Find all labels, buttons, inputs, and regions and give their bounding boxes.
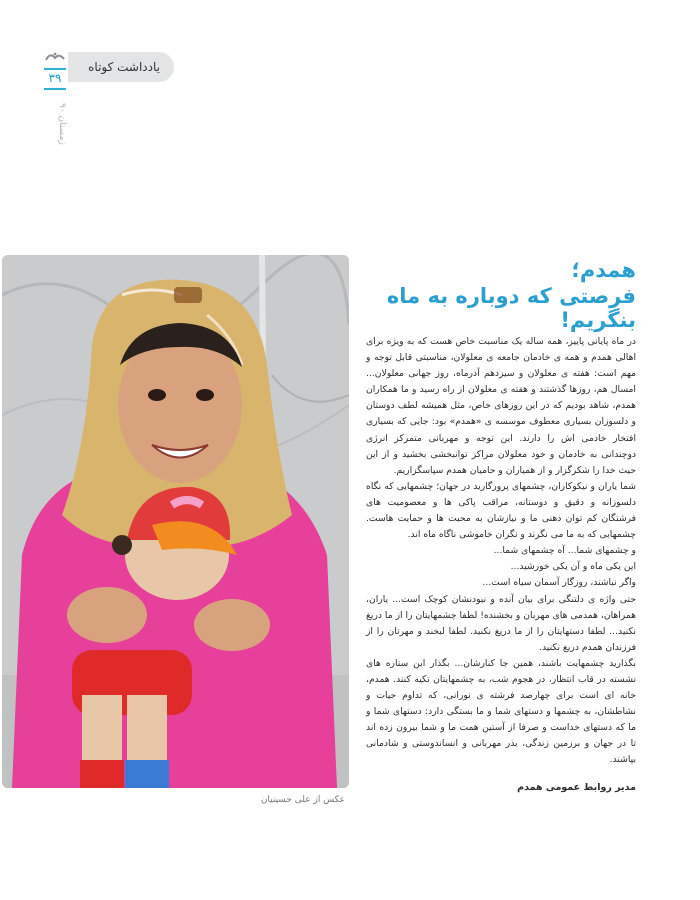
body-paragraph: بگذارید چشمهایت باشند، همین جا کنارشان... بگذار این ستاره های نشسته در قاب انتظار، در هجوم شب، به چشمهایتان تکیه کنند. همدم، خانه ای است برای چهارصد فرشته ی نورانی، که تداوم حیات و نشاطشان، به چشمها و دستهای شما و ما بستگی دارد: دستهای شما و ما که دستهای خداست و صرفا از آستین همت ما و شما بیرون زده اند تا در جهان و برزمین زندگی، بذر مهربانی و انساندوستی و شادمانی بپاشند. [366,657,636,766]
page-number-top-rule [44,68,66,70]
body-paragraph: واگر نباشند، روزگار آسمان سیاه است... [482,577,636,589]
page-number-bottom-rule [44,88,66,90]
smiling-child-holding-doll-photo [2,255,349,788]
body-paragraph: این یکی ماه و آن یکی خورشید... [510,561,636,573]
section-label: یادداشت کوتاه [88,60,160,74]
section-tab [68,52,174,82]
photo-credit: عکس از علی حسینیان [260,795,345,805]
article-signature: مدیر روابط عمومی همدم [517,782,636,793]
article-photo [2,255,349,788]
body-paragraph: و چشمهای شما... آه چشمهای شما... [493,545,636,557]
article-body [366,334,636,769]
article-title-line-1: همدم؛ [571,258,636,282]
body-paragraph: در ماه پایانی پاییز، همه ساله یک مناسبت خاص هست که به ویژه برای اهالی همدم و همه ی خادمان جامعه ی معلولان، مناسبتی قابل توجه و مهم است: هفته ی معلولان و سیزدهم آذرماه، روز جهانی معلولان... امسال هم، روزها گذشتند و هفته ی معلولان از راه رسید و ما همکاران همدم، شاهد بودیم که در این روزهای خاص، مثل همیشه لطف دوستان و دلسوزان بسیاری معطوف موسسه ی «همدم» بود: جایی که بسیاری افتخار خادمی اش را دارند. این توجه و مهربانی متمرکز انرژی دوچندانی به خادمان و خود معلولان مراکز توانبخشی بخشید و از این حیث خدا را شکرگزار و از همیاران و حامیان همدم سپاسگزاریم. [366,336,636,476]
article-title-line-2: فرصتی که دوباره به ماه بنگریم! [386,284,636,332]
page-number: ۳۹ [48,71,62,85]
hamdam-logo-icon [44,50,66,64]
season-label: زمستان ۹۰ [57,103,67,145]
body-paragraph: شما یاران و نیکوکاران، چشمهای پرورگارید در جهان؛ چشمهایی که نگاه دلسوزانه و دقیق و دوستانه، مراقب پاکی ها و معصومیت های فرشتگان کم توان ذهنی ما و نیازشان به محبت ها و حمایت هاست. چشمهایی که به ما می نگرند و نگران خاموشی ناگاه ماه اند. [366,480,636,541]
body-paragraph: حتی واژه ی دلتنگی برای بیان آنده و نبودنشان کوچک است... یاران، همراهان، همدمی های مهربان و بخشنده! لطفا چشمهایتان را از ما دریغ نکنید... لطفا دستهایتان را از ما دریغ نکنید. لطفا لبخند و مهرتان را از فرزندان همدم دریغ نکنید. [366,593,636,653]
